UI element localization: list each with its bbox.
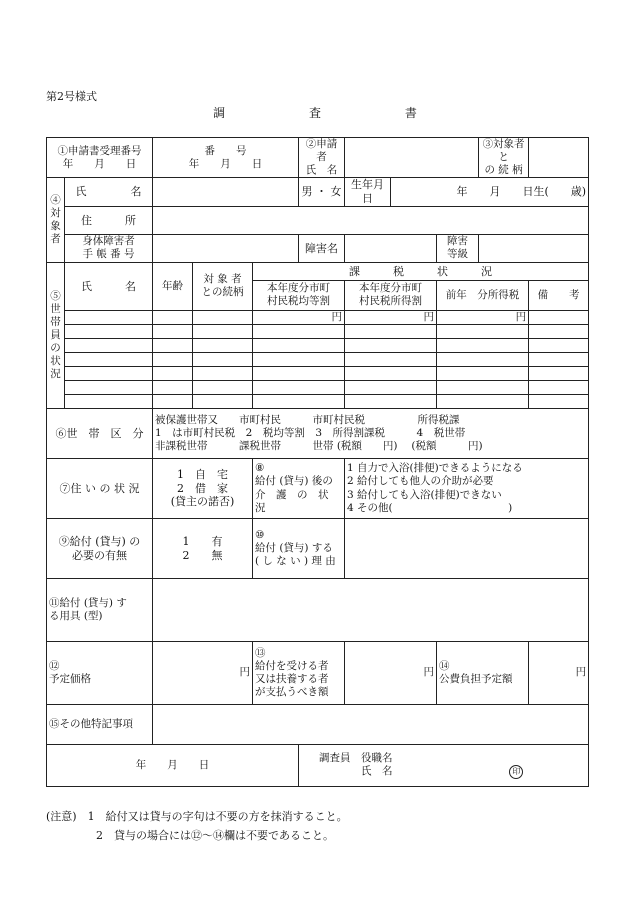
notes <box>46 808 348 845</box>
survey-form-table <box>46 137 589 787</box>
disability-name-field[interactable] <box>345 234 437 262</box>
table-cell[interactable] <box>153 367 193 381</box>
dob-field[interactable]: 年 月 日生( 歳) <box>391 178 589 207</box>
table-cell[interactable] <box>253 325 345 339</box>
table-cell[interactable] <box>345 367 437 381</box>
disability-grade-label: 障害 等級 <box>437 234 479 262</box>
household-name-header: 氏 名 <box>65 262 153 310</box>
table-cell[interactable] <box>153 395 193 409</box>
residence-options[interactable]: 1 自 宅 2 借 家 (貸主の諾否) <box>153 459 253 519</box>
household-relation-header: 対 象 者 との続柄 <box>193 262 253 310</box>
table-cell[interactable] <box>193 339 253 353</box>
planned-price-label: ⑫ 予定価格 <box>47 642 153 705</box>
table-cell[interactable] <box>65 353 153 367</box>
seal-icon: 印 <box>509 765 523 779</box>
equipment-field[interactable] <box>153 579 589 642</box>
note-1: (注意) 1 給付又は貸与の字句は不要の方を抹消すること。 <box>46 810 348 823</box>
applicant-label: ②申請者 氏 名 <box>299 138 345 178</box>
table-cell[interactable] <box>437 325 529 339</box>
payer-amount-field[interactable]: 円 <box>345 642 437 705</box>
survey-date[interactable]: 年 月 日 <box>47 745 299 787</box>
necessity-label: ⑨給付 (貸与) の 必要の有無 <box>47 519 153 579</box>
investigator-name-label: 氏 名 <box>361 765 393 778</box>
applicant-name-field[interactable] <box>345 138 479 178</box>
table-cell[interactable] <box>153 339 193 353</box>
table-cell[interactable] <box>437 353 529 367</box>
application-number-label: ①申請書受理番号 年 月 日 <box>47 138 153 178</box>
table-cell[interactable] <box>345 339 437 353</box>
table-cell[interactable] <box>65 367 153 381</box>
public-burden-field[interactable]: 円 <box>529 642 589 705</box>
tax-equal-header: 本年度分市町 村民税均等割 <box>253 280 345 310</box>
document-title <box>0 104 630 121</box>
handbook-field[interactable] <box>153 234 299 262</box>
household-section-label: ⑤世帯員の状況 <box>47 262 65 408</box>
tax-income-header: 本年度分市町 村民税所得割 <box>345 280 437 310</box>
table-cell[interactable] <box>529 325 589 339</box>
table-cell[interactable] <box>153 353 193 367</box>
table-cell[interactable] <box>153 325 193 339</box>
table-cell[interactable] <box>65 395 153 409</box>
table-cell[interactable] <box>529 367 589 381</box>
table-cell[interactable] <box>253 339 345 353</box>
payer-amount-label: ⑬ 給付を受ける者 又は扶養する者 が支払うべき額 <box>253 642 345 705</box>
table-cell[interactable] <box>253 381 345 395</box>
table-cell[interactable] <box>65 325 153 339</box>
tax-status-header: 課 税 状 況 <box>253 262 589 280</box>
planned-price-field[interactable]: 円 <box>153 642 253 705</box>
table-cell[interactable] <box>437 395 529 409</box>
residence-label: ⑦住 い の 状 況 <box>47 459 153 519</box>
title-char-3: 書 <box>404 106 417 120</box>
relation-label: ③対象者と の 続 柄 <box>479 138 529 178</box>
table-cell[interactable] <box>529 339 589 353</box>
table-cell[interactable] <box>529 353 589 367</box>
sex-options[interactable]: 男 ・ 女 <box>299 178 345 207</box>
subject-name-field[interactable] <box>153 178 299 207</box>
household-category-label: ⑥世 帯 区 分 <box>47 409 153 459</box>
table-cell[interactable] <box>65 339 153 353</box>
number-date-cell[interactable]: 番 号 年 月 日 <box>153 138 299 178</box>
table-cell[interactable] <box>437 367 529 381</box>
handbook-label: 身体障害者 手 帳 番 号 <box>65 234 153 262</box>
public-burden-label: ⑭ 公費負担予定額 <box>437 642 529 705</box>
tax-prev-year-header: 前年 分所得税 <box>437 280 529 310</box>
table-cell[interactable] <box>253 353 345 367</box>
table-cell[interactable] <box>153 381 193 395</box>
household-age-header: 年齢 <box>153 262 193 310</box>
necessity-options[interactable]: 1 有 2 無 <box>153 519 253 579</box>
dob-label: 生年月日 <box>345 178 391 207</box>
title-char-2: 査 <box>308 106 321 120</box>
household-category-options[interactable]: 被保護世帯又 市町村民 市町村民税 所得税課 1 は市町村民税 2 税均等割 3 所得割課税 4 税世帯 非課税世帯 課税世帯 世帯 (税額 円) (税額 円) <box>153 409 589 459</box>
table-cell[interactable] <box>193 310 253 324</box>
reason-label: ⑩ 給付 (貸与) する ( し な い ) 理 由 <box>253 519 345 579</box>
table-cell[interactable] <box>253 395 345 409</box>
special-notes-label: ⑮その他特記事項 <box>47 705 153 745</box>
table-cell[interactable] <box>345 381 437 395</box>
disability-name-label: 障害名 <box>299 234 345 262</box>
table-cell[interactable] <box>65 310 153 324</box>
table-cell[interactable] <box>65 381 153 395</box>
yen-unit: 円 <box>253 310 345 324</box>
table-cell[interactable] <box>345 325 437 339</box>
investigator-block[interactable]: 調査員 役職名 氏 名 印 <box>299 745 589 787</box>
address-field[interactable] <box>153 206 589 234</box>
note-2: 2 貸与の場合には⑫～⑭欄は不要であること。 <box>96 828 334 842</box>
table-cell[interactable] <box>193 325 253 339</box>
table-cell[interactable] <box>193 353 253 367</box>
table-cell[interactable] <box>437 381 529 395</box>
table-cell[interactable] <box>153 310 193 324</box>
table-cell[interactable] <box>193 395 253 409</box>
special-notes-field[interactable] <box>153 705 589 745</box>
reason-field[interactable] <box>345 519 589 579</box>
table-cell[interactable] <box>193 381 253 395</box>
table-cell[interactable] <box>253 367 345 381</box>
table-cell[interactable] <box>193 367 253 381</box>
table-cell[interactable] <box>529 381 589 395</box>
subject-name-label: 氏 名 <box>65 178 153 207</box>
table-cell[interactable] <box>437 339 529 353</box>
care-status-label: ⑧ 給付 (貸与) 後の 介 護 の 状 況 <box>253 459 345 519</box>
table-cell[interactable] <box>529 310 589 324</box>
table-cell[interactable] <box>345 395 437 409</box>
equipment-label: ⑪給付 (貸与) す る用具 (型) <box>47 579 153 642</box>
form-id: 第2号様式 <box>46 90 97 103</box>
subject-section-label: ④対象者 <box>47 178 65 263</box>
remarks-header: 備 考 <box>529 280 589 310</box>
yen-unit: 円 <box>345 310 437 324</box>
relation-field[interactable] <box>529 138 589 178</box>
disability-grade-field[interactable] <box>479 234 589 262</box>
address-label: 住 所 <box>65 206 153 234</box>
table-cell[interactable] <box>529 395 589 409</box>
table-cell[interactable] <box>345 353 437 367</box>
title-char-1: 調 <box>213 106 226 120</box>
yen-unit: 円 <box>437 310 529 324</box>
care-status-options[interactable]: 1 自力で入浴(排便)できるようになる 2 給付しても他人の介助が必要 3 給付しても入浴(排便)できない 4 その他( ) <box>345 459 589 519</box>
